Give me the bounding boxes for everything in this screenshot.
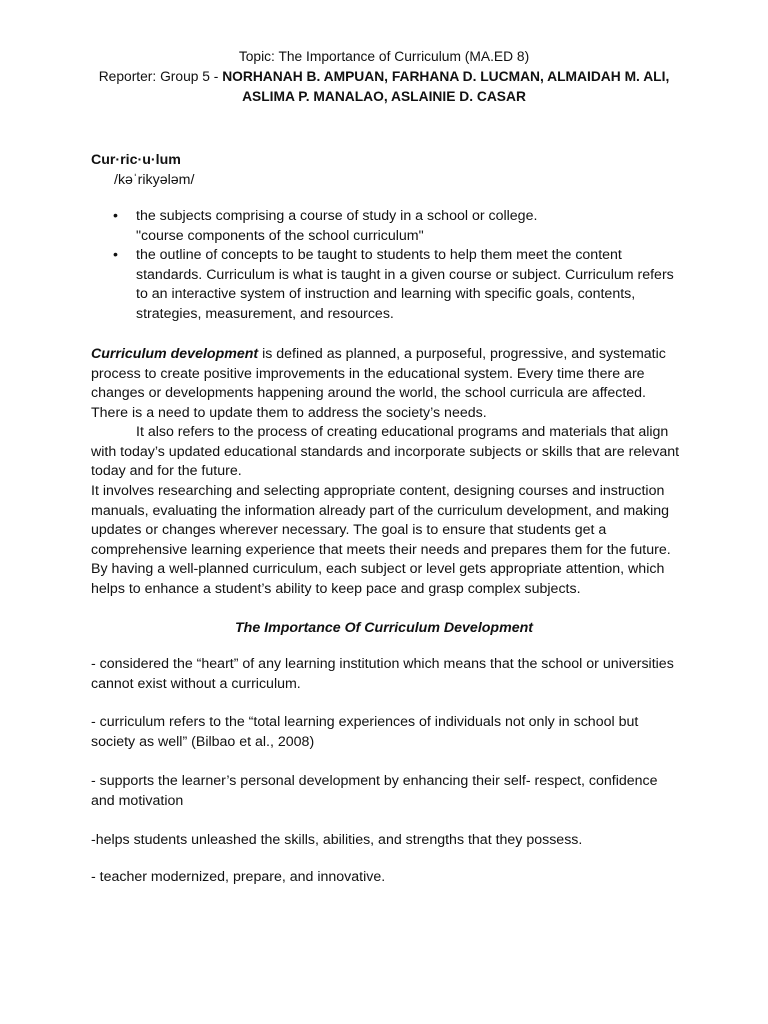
development-term: Curriculum development <box>91 346 259 362</box>
development-paragraph-2 <box>91 423 681 482</box>
importance-item: - supports the learner’s personal development by enhancing their self- respect, confidence and motivation <box>91 773 658 809</box>
definition-text: the subjects comprising a course of study in a school or college. <box>136 208 538 224</box>
reporter-names-2: ASLIMA P. MANALAO, ASLAINIE D. CASAR <box>242 89 526 104</box>
development-text-2: It also refers to the process of creating educational programs and materials that align with today’s updated educational standards and incorporate subjects or skills that are relevant today and for the future. <box>91 424 680 479</box>
bullet-icon: • <box>113 247 118 263</box>
definition-example: "course components of the school curriculum" <box>136 227 424 244</box>
definition-term: Cur·ric·u·lum <box>91 152 181 168</box>
document-header <box>0 47 768 107</box>
reporter-line <box>0 67 768 87</box>
importance-item: - curriculum refers to the “total learning experiences of individuals not only in school but society as well” (Bilbao et al., 2008) <box>91 714 639 750</box>
pronunciation: /kəˈrikyələm/ <box>114 172 195 188</box>
list-item <box>91 207 681 246</box>
development-paragraph-3: It involves researching and selecting appropriate content, designing courses and instruction manuals, evaluating the information already part of the curriculum development, and making updates or changes wherever necessary. The goal is to ensure that students get a comprehensive learning experience that meets their needs and prepares them for the future. By having a well-planned curriculum, each subject or level gets appropriate attention, which helps to enhance a student’s ability to keep pace and grasp complex subjects. <box>91 483 671 597</box>
topic-line: Topic: The Importance of Curriculum (MA.ED 8) <box>238 49 530 64</box>
section-title: The Importance Of Curriculum Development <box>235 620 533 636</box>
definition-text: the outline of concepts to be taught to students to help them meet the content standards. Curriculum is what is taught in a given course or subject. Curriculum refers to an interactive system of instruction and learning with specific goals, contents, strategies, measurement, and resources. <box>136 247 674 322</box>
bullet-icon: • <box>113 208 118 224</box>
definition-list <box>91 207 681 324</box>
importance-item: - considered the “heart” of any learning institution which means that the school or universities cannot exist without a curriculum. <box>91 656 674 692</box>
importance-item: - teacher modernized, prepare, and innovative. <box>91 869 386 885</box>
reporter-names-1: NORHANAH B. AMPUAN, FARHANA D. LUCMAN, ALMAIDAH M. ALI, <box>222 69 670 84</box>
list-item <box>91 246 681 324</box>
importance-item: -helps students unleashed the skills, abilities, and strengths that they possess. <box>91 832 583 848</box>
reporter-label: Reporter: Group 5 - <box>98 69 223 84</box>
development-text-1: is defined as planned, a purposeful, progressive, and systematic process to create positive improvements in the educational system. Every time there are changes or developments happening around the world, the school curricula are affected. There is a need to update them to address the society’s needs. <box>91 346 666 421</box>
development-paragraph-1 <box>91 345 681 423</box>
